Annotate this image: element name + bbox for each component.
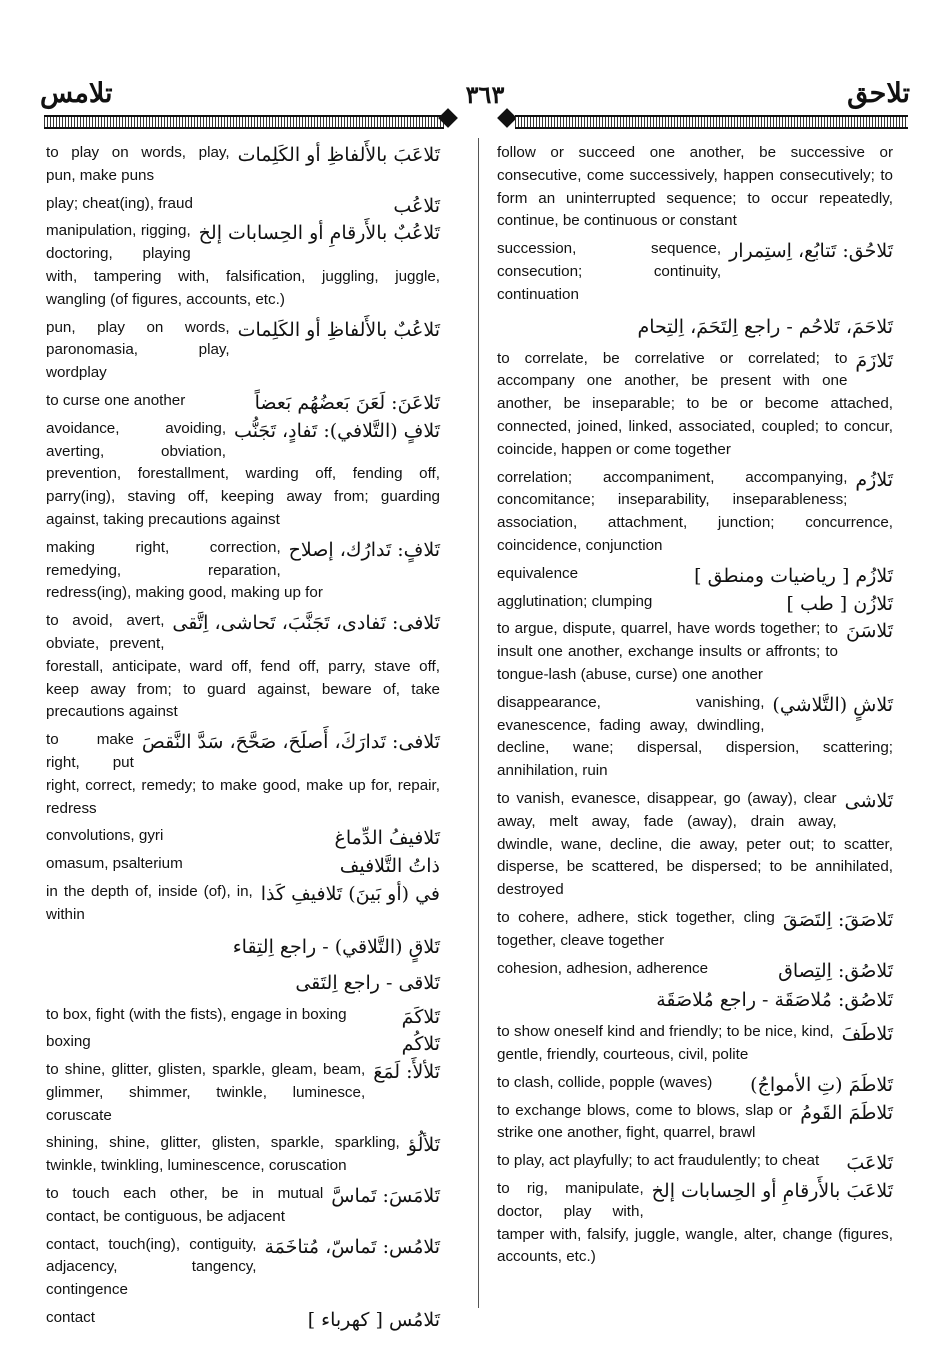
entry-definition: to play, act playfully; to act fraudulently; to cheat <box>497 1152 820 1170</box>
dictionary-entry <box>497 563 893 586</box>
entry-headword: ذاتُ التَّلافيف <box>339 855 440 878</box>
entry-definition: to argue, dispute, quarrel, have words together; to insult one another, exchange insults or affronts; to tongue-lash (abuse, curse) one another <box>497 620 838 683</box>
entry-headword: تَلألُؤ <box>407 1134 440 1157</box>
entry-headword: تَلاقٍ (التَّلاقي) - راجع اِلتِقاء <box>232 935 440 958</box>
column-divider <box>478 138 479 1308</box>
dictionary-entry <box>46 1307 440 1330</box>
entry-headword: تَلافى: تَدارَكَ، أَصلَحَ، صَحَّحَ، سَدَّ النَّقصَ <box>141 731 440 754</box>
entry-definition: play; cheat(ing), fraud <box>46 194 193 212</box>
dictionary-entry <box>46 610 440 724</box>
entry-definition: succession, sequence, consecution; continuity, continuation <box>497 240 722 303</box>
dictionary-entry <box>46 418 440 532</box>
dictionary-entry <box>497 1150 893 1173</box>
running-head-right: تلاحق <box>847 78 910 109</box>
entry-headword: تَلاعُبٌ بالأَلفاظِ أو الكَلِمات <box>237 318 440 341</box>
entry-headword: تَلاطَمَ القَومُ <box>800 1101 893 1124</box>
entry-headword: تَلاعُب <box>393 194 440 217</box>
entry-definition: to cohere, adhere, stick together, cling together, cleave together <box>497 908 775 949</box>
dictionary-entry <box>46 1031 440 1054</box>
dictionary-entry <box>497 692 893 783</box>
left-column <box>46 142 440 1335</box>
dictionary-entry <box>497 1021 893 1067</box>
entry-headword: تَلاطَفَ <box>841 1023 893 1046</box>
entry-definition: to make right, put right, correct, remedy; to make good, make up for, repair, redress <box>46 731 440 817</box>
dictionary-entry <box>46 537 440 605</box>
entry-headword: تَلازُم [ رياضيات ومنطق ] <box>694 564 893 587</box>
entry-headword: تَلامُس [ كهرباء ] <box>307 1309 440 1332</box>
dictionary-entry <box>497 591 893 614</box>
entry-definition: in the depth of, inside (of), in, within <box>46 882 253 923</box>
entry-definition: omasum, psalterium <box>46 855 183 873</box>
entry-headword: تَلافى: تَفادى، تَجَنَّبَ، تَحاشى، اِتَّقى <box>172 612 440 635</box>
entry-headword: تَلامُس: تَماسّ، مُتاخَمَة <box>264 1235 440 1258</box>
entry-definition: shining, shine, glitter, glisten, sparkle, sparkling, twinkle, twinkling, luminescence, coruscation <box>46 1134 400 1175</box>
entry-headword: تَلاكُم <box>401 1033 440 1056</box>
dictionary-entry <box>46 881 440 927</box>
dictionary-entry <box>46 193 440 216</box>
dictionary-entry <box>46 390 440 413</box>
dictionary-entry <box>497 1100 893 1146</box>
header-rule-right <box>515 115 908 129</box>
dictionary-entry <box>46 142 440 188</box>
dictionary-entry <box>497 348 893 462</box>
entry-definition: to touch each other, be in mutual contact, be contiguous, be adjacent <box>46 1185 324 1225</box>
entry-definition: correlation; accompaniment, accompanying, concomitance; inseparability, inseparableness; association, attachment, junction; concurrence, coincidence, conjunction <box>497 468 893 554</box>
dictionary-entry <box>497 618 893 686</box>
entry-definition: follow or succeed one another, be successive or consecutive, come successively, happen consecutively; to form an uninterrupted sequence; to occur repeatedly, continue, be continuous or constant <box>497 144 893 230</box>
running-head-left: تلامس <box>40 78 113 109</box>
entry-definition: to box, fight (with the fists), engage in boxing <box>46 1005 347 1023</box>
dictionary-entry <box>497 1178 893 1269</box>
right-column <box>497 142 893 1274</box>
dictionary-entry <box>497 788 893 902</box>
entry-definition: to exchange blows, come to blows, slap or strike one another, fight, quarrel, brawl <box>497 1101 793 1142</box>
entry-headword: تَلاصَقَ: اِلتَصَقَ <box>782 908 893 931</box>
entry-definition: disappearance, vanishing, evanescence, fading away, dwindling, decline, wane; dispersal, dispersion, scattering; annihilation, ruin <box>497 693 893 780</box>
entry-headword: تَلاصُق: اِلتِصاق <box>778 959 893 982</box>
entry-definition: equivalence <box>497 564 579 582</box>
entry-headword: تَلاحَمَ، تَلاحُم - راجع اِلتَحَمَ، اِلتِحام <box>637 315 893 338</box>
entry-definition: making right, correction, remedying, reparation, redress(ing), making good, making up for <box>46 538 323 602</box>
dictionary-entry <box>46 1132 440 1178</box>
dictionary-entry <box>46 853 440 876</box>
entry-definition: to correlate, be correlative or correlated; to accompany one another, be present with one another, be inseparable; to be or become attached, connected, joined, linked, associated, coupled; to concur, coincide, happen or come together <box>497 349 893 458</box>
entry-definition: convolutions, gyri <box>46 827 164 845</box>
entry-headword: تَلاطَمَ (تِ الأمواجُ) <box>750 1073 893 1096</box>
entry-definition: to play on words, play, pun, make puns <box>46 144 230 184</box>
entry-headword: تَلاحُق: تَتابُع، اِستِمرار <box>729 240 893 263</box>
dictionary-entry <box>46 1004 440 1027</box>
dictionary-entry <box>497 238 893 306</box>
dictionary-entry <box>497 467 893 558</box>
entry-headword: تَلاكَمَ <box>401 1005 440 1028</box>
entry-headword: تَلاعَبَ بالأَلفاظِ أو الكَلِمات <box>237 144 440 166</box>
entry-definition: to vanish, evanesce, disappear, go (away), clear away, melt away, fade (away), drain away, dwindle, wane, decline, die away, peter out; to scatter, disperse, be scattered, be dispersed; to be annihilated, destroyed <box>497 789 893 899</box>
entry-headword: تَلامَسَ: تَماسَّ <box>331 1185 440 1208</box>
entry-definition: boxing <box>46 1033 91 1051</box>
entry-definition: agglutination; clumping <box>497 592 653 610</box>
entry-definition: to clash, collide, popple (waves) <box>497 1073 713 1091</box>
entry-headword: تَلاقى - راجع اِلتَقى <box>295 971 440 994</box>
entry-definition: to rig, manipulate, doctor, play with, tamper with, falsify, juggle, wangle, alter, change (figures, accounts, etc.) <box>497 1180 893 1266</box>
dictionary-entry <box>46 220 440 311</box>
entry-headword: تَلاصُق: مُلاصَقَة - راجع مُلاصَقَة <box>656 989 893 1012</box>
entry-headword: تَلاعَنَ: لَعَنَ بَعضُهُم بَعضاً <box>254 391 440 414</box>
diamond-ornament-icon <box>497 108 517 128</box>
entry-headword: تَلازَمَ <box>855 349 893 372</box>
entry-headword: تَلافٍ (التَّلافي): تَفادٍ، تَجَنُّب <box>234 419 440 442</box>
dictionary-entry <box>46 729 440 820</box>
page-number: ٣٦٣ <box>465 80 505 109</box>
dictionary-entry <box>46 1059 440 1127</box>
entry-headword: في (أو بَينَ) تَلافيفِ كَذا <box>260 882 440 905</box>
entry-headword: تَلازُم <box>855 468 893 491</box>
entry-headword: تَلاعَبَ <box>846 1152 893 1175</box>
dictionary-entry <box>497 958 893 981</box>
dictionary-entry <box>497 907 893 953</box>
entry-definition: contact, touch(ing), contiguity, adjacency, tangency, contingence <box>46 1235 257 1299</box>
dictionary-entry <box>46 1183 440 1229</box>
entry-headword: تَلاسَنَ <box>845 620 893 643</box>
dictionary-entry <box>497 1072 893 1095</box>
entry-headword: تَلاعَبَ بالأَرقامِ أو الحِسابات إلخ <box>651 1180 893 1203</box>
entry-definition: to shine, glitter, glisten, sparkle, gleam, beam, glimmer, shimmer, twinkle, luminesce, coruscate <box>46 1061 366 1124</box>
entry-headword: تَلاشٍ (التَّلاشي) <box>772 693 893 716</box>
entry-definition: to show oneself kind and friendly; to be nice, kind, gentle, friendly, courteous, civil, polite <box>497 1023 834 1064</box>
entry-definition: pun, play on words, paronomasia, play, wordplay <box>46 318 230 382</box>
header-rule-left <box>44 115 444 129</box>
entry-definition: to avoid, avert, obviate, prevent, forestall, anticipate, ward off, fend off, parry, stave off, keep away from; to guard against, beware of, take precautions against <box>46 612 440 721</box>
entry-headword: تَلاشى <box>844 789 893 812</box>
dictionary-entry <box>46 825 440 848</box>
entry-definition: cohesion, adhesion, adherence <box>497 959 709 977</box>
entry-definition: avoidance, avoiding, averting, obviation, prevention, forestallment, warding off, fending off, parry(ing), staving off, keeping away from; guarding against, taking precautions against <box>46 419 440 528</box>
dictionary-entry <box>46 317 440 385</box>
entry-headword: تَلافٍ: تَدارُك، إصلاح <box>288 538 440 561</box>
entry-headword: تَلافيفُ الدِّماغ <box>334 827 440 850</box>
entry-definition: to curse one another <box>46 391 186 409</box>
entry-headword: تَلازُن [ طب ] <box>786 592 893 615</box>
entry-headword: تَلاعُبٌ بالأَرقامِ أو الحِسابات إلخ <box>198 222 440 245</box>
dictionary-entry <box>46 1234 440 1302</box>
dictionary-entry <box>497 142 893 233</box>
entry-headword: تَلألأَ: لَمَعَ <box>373 1061 440 1084</box>
entry-definition: contact <box>46 1309 95 1327</box>
entry-definition: manipulation, rigging, doctoring, playing with, tampering with, falsification, juggling, juggle, wangling (of figures, accounts, etc.) <box>46 222 440 308</box>
